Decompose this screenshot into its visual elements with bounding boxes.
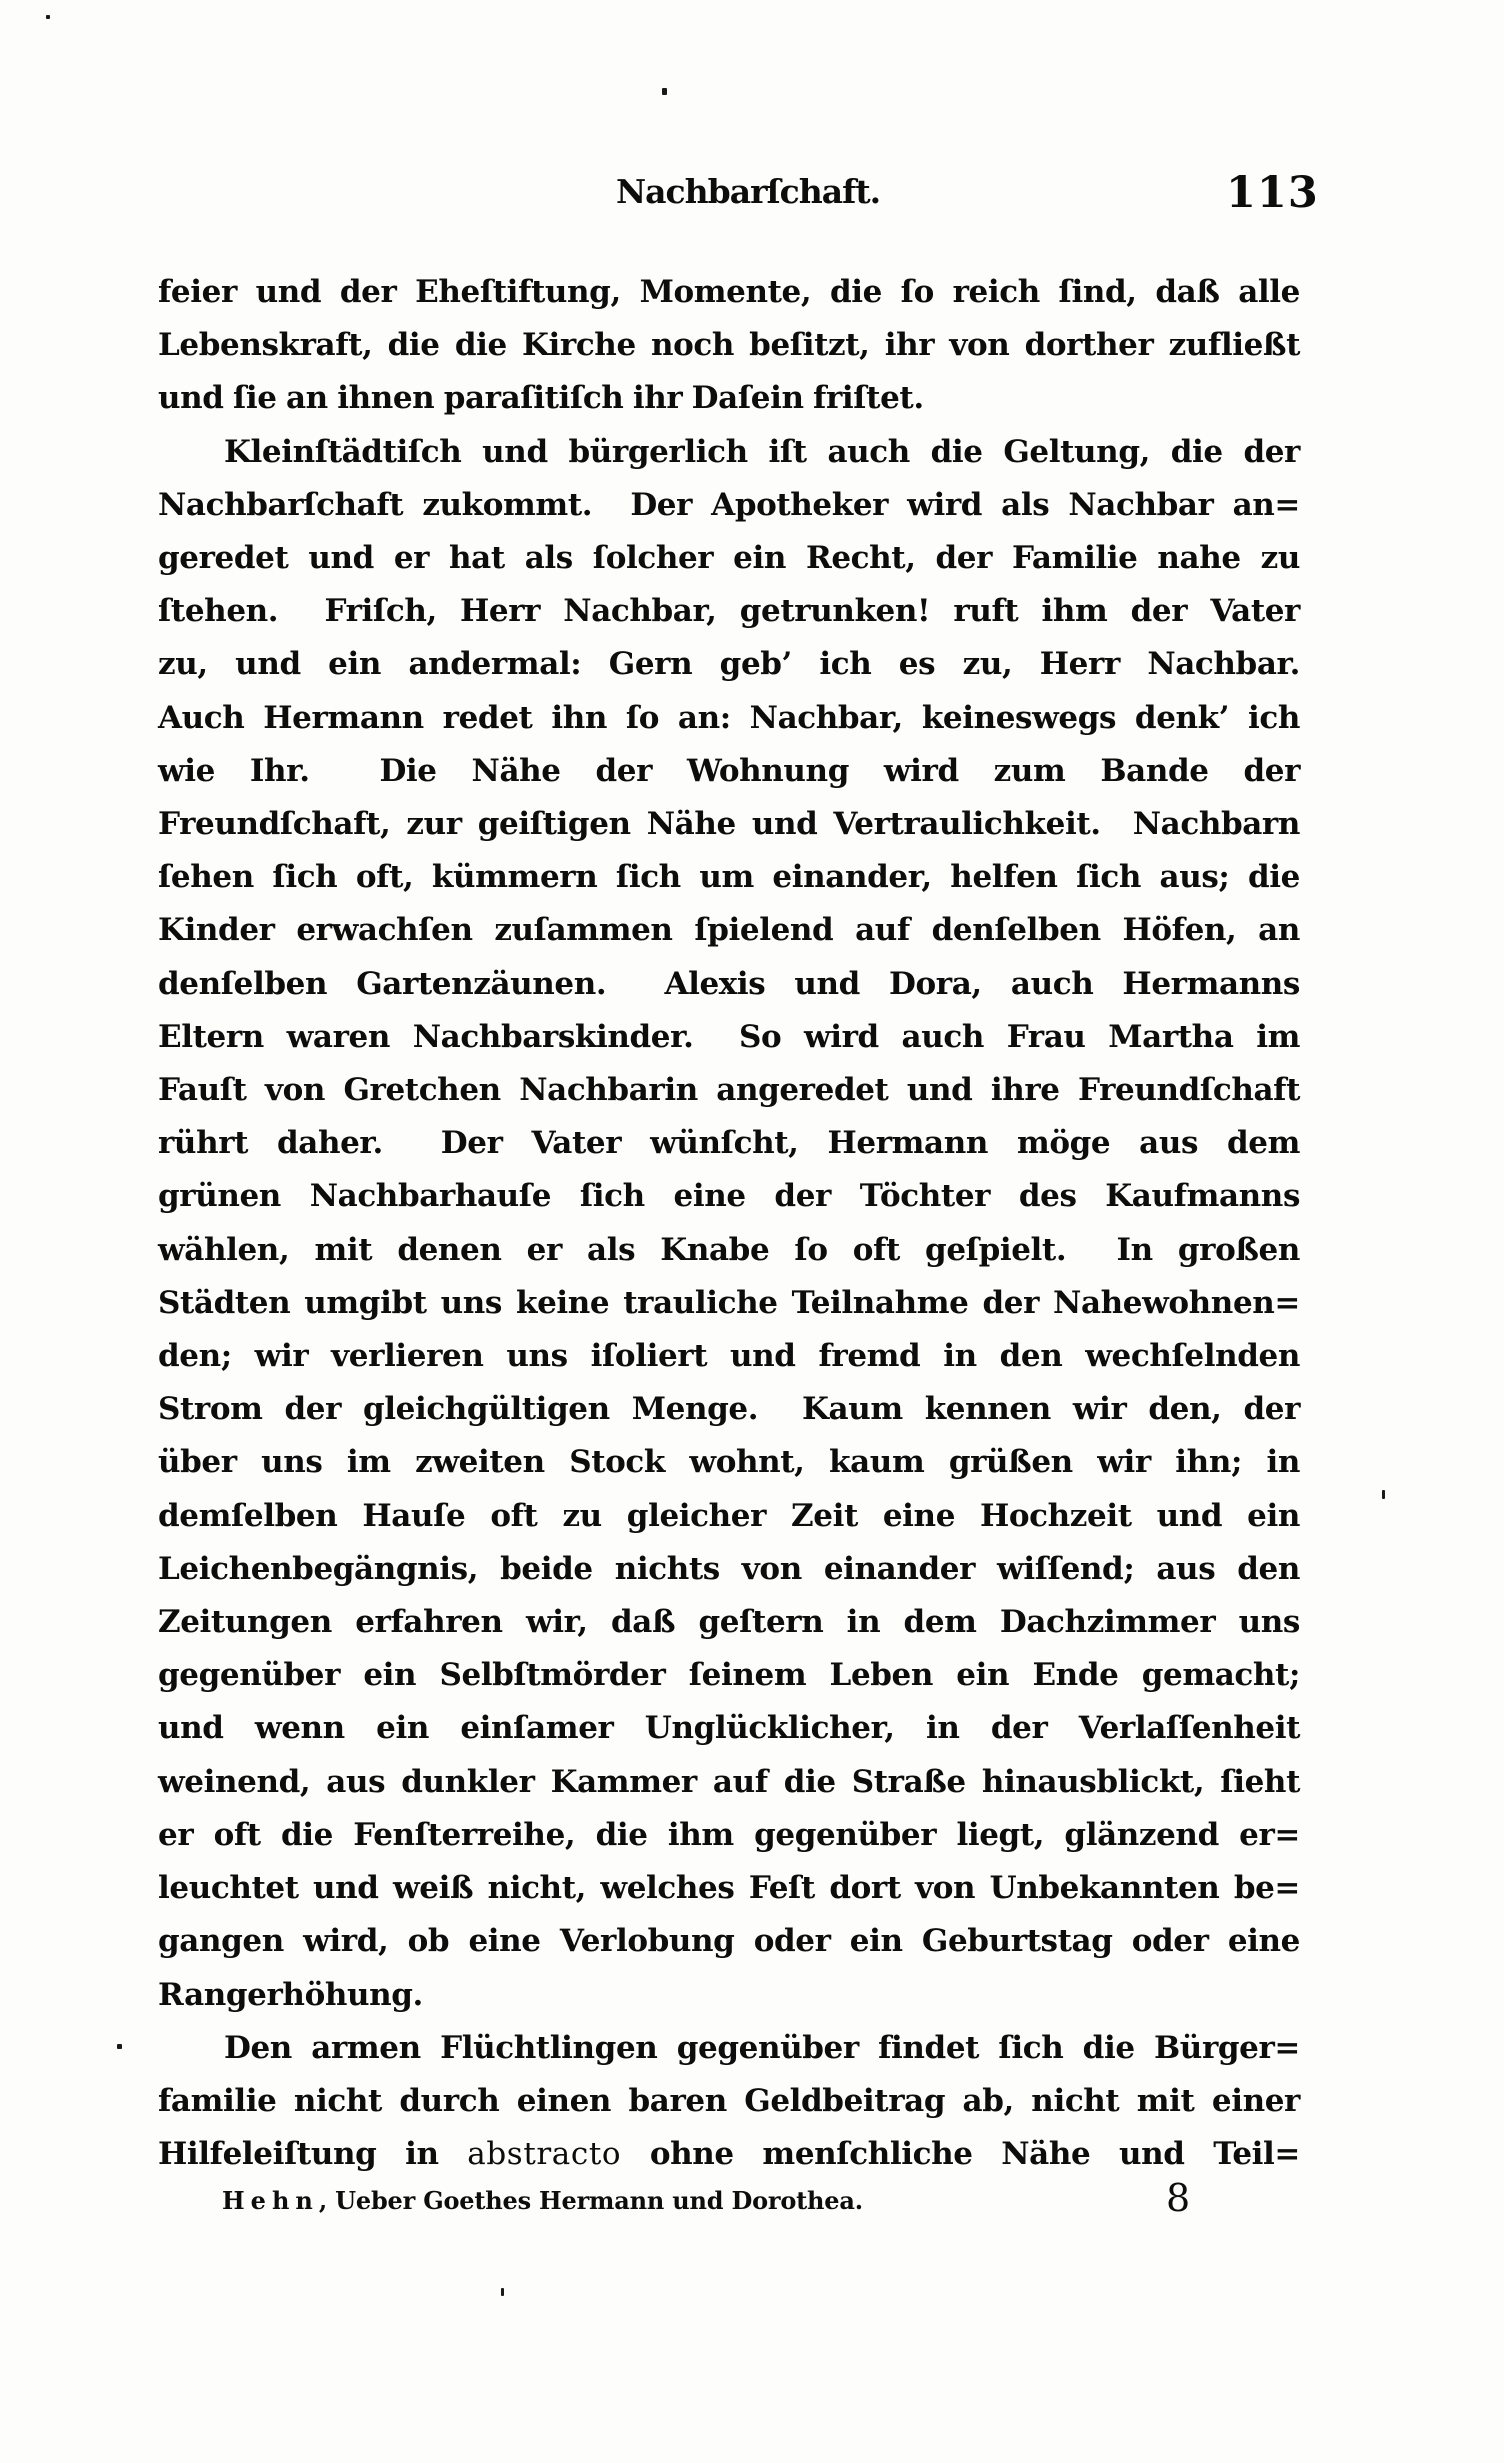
latin-phrase: abstracto — [467, 2136, 622, 2173]
text-line: Leichenbegängnis, beide nichts von einander wiſſend; aus den — [158, 1550, 1300, 1587]
fraktur-text: Hilfeleiſtung in — [158, 2136, 468, 2173]
text-line: rührt daher. Der Vater wünſcht, Hermann möge aus dem — [158, 1125, 1300, 1162]
text-line: und ſie an ihnen paraſitiſch ihr Daſein friſtet. — [158, 380, 924, 417]
running-head-title: Nachbarſchaft. — [616, 172, 881, 211]
text-line: Eltern waren Nachbarskinder. So wird auch Frau Martha im — [158, 1018, 1300, 1055]
text-line: Lebenskraft, die die Kirche noch beſitzt, ihr von dorther zufließt — [158, 327, 1300, 364]
footer-citation — [222, 2186, 863, 2215]
text-line: wie Ihr. Die Nähe der Wohnung wird zum Bande der — [158, 752, 1300, 789]
text-line: Kinder erwachſen zuſammen ſpielend auf denſelben Höfen, an — [158, 912, 1300, 949]
footer-author: Hehn — [222, 2186, 319, 2215]
text-line: Kleinſtädtiſch und bürgerlich iſt auch die Geltung, die der — [224, 433, 1300, 470]
body-text-block — [158, 266, 1300, 2181]
text-line: wählen, mit denen er als Knabe ſo oft geſpielt. In großen — [158, 1231, 1300, 1268]
text-line: Zeitungen erfahren wir, daß geſtern in dem Dachzimmer uns — [158, 1604, 1300, 1641]
text-line: grünen Nachbarhauſe ſich eine der Töchter des Kaufmanns — [158, 1178, 1300, 1215]
text-line: gegenüber ein Selbſtmörder ſeinem Leben ein Ende gemacht; — [158, 1657, 1300, 1694]
text-line: Freundſchaft, zur geiſtigen Nähe und Vertraulichkeit. Nachbarn — [158, 806, 1300, 843]
page-number: 113 — [1226, 168, 1319, 218]
text-line: gangen wird, ob eine Verlobung oder ein Geburtstag oder eine — [158, 1923, 1300, 1960]
text-line: ſtehen. Friſch, Herr Nachbar, getrunken! ruft ihm der Vater — [158, 593, 1300, 630]
scan-speck — [662, 88, 667, 95]
text-line: feier und der Eheſtiftung, Momente, die ſo reich ſind, daß alle — [158, 274, 1300, 310]
scan-speck — [501, 2288, 504, 2296]
text-line: und wenn ein einſamer Unglücklicher, in der Verlaſſenheit — [158, 1710, 1300, 1747]
text-line: er oft die Fenſterreihe, die ihm gegenüber liegt, glänzend er= — [158, 1816, 1300, 1853]
text-line: Auch Hermann redet ihn ſo an: Nachbar, keineswegs denk’ ich — [158, 699, 1300, 736]
text-line: zu, und ein andermal: Gern geb’ ich es zu, Herr Nachbar. — [158, 646, 1300, 683]
scan-speck — [46, 15, 50, 19]
text-line: denſelben Gartenzäunen. Alexis und Dora, auch Hermanns — [158, 965, 1300, 1002]
fraktur-text: ohne menſchliche Nähe und Teil= — [621, 2136, 1300, 2173]
text-line: weinend, aus dunkler Kammer auf die Straße hinausblickt, ſieht — [158, 1763, 1300, 1800]
text-line: Strom der gleichgültigen Menge. Kaum kennen wir den, der — [158, 1391, 1300, 1428]
signature-mark: 8 — [1166, 2176, 1191, 2220]
text-line — [158, 2128, 1300, 2181]
text-line: Nachbarſchaft zukommt. Der Apotheker wird als Nachbar an= — [158, 486, 1300, 523]
footer-book-title: , Ueber Goethes Hermann und Dorothea. — [318, 2186, 863, 2215]
text-line: Städten umgibt uns keine trauliche Teilnahme der Nahewohnen= — [158, 1284, 1300, 1321]
text-line: über uns im zweiten Stock wohnt, kaum grüßen wir ihn; in — [158, 1444, 1300, 1481]
scan-speck — [117, 2044, 122, 2049]
text-line: ſehen ſich oft, kümmern ſich um einander, helfen ſich aus; die — [158, 859, 1300, 896]
text-line: familie nicht durch einen baren Geldbeitrag ab, nicht mit einer — [158, 2082, 1300, 2119]
text-line: Rangerhöhung. — [158, 1976, 423, 2013]
text-line: den; wir verlieren uns iſoliert und fremd in den wechſelnden — [158, 1338, 1300, 1375]
scan-speck — [1382, 1490, 1385, 1499]
text-line: geredet und er hat als ſolcher ein Recht, der Familie nahe zu — [158, 540, 1300, 577]
text-line: demſelben Hauſe oft zu gleicher Zeit eine Hochzeit und ein — [158, 1497, 1300, 1534]
text-line: Den armen Flüchtlingen gegenüber findet ſich die Bürger= — [224, 2029, 1300, 2066]
text-line: leuchtet und weiß nicht, welches Feſt dort von Unbekannten be= — [158, 1870, 1300, 1907]
text-line: Fauſt von Gretchen Nachbarin angeredet und ihre Freundſchaft — [158, 1072, 1300, 1109]
